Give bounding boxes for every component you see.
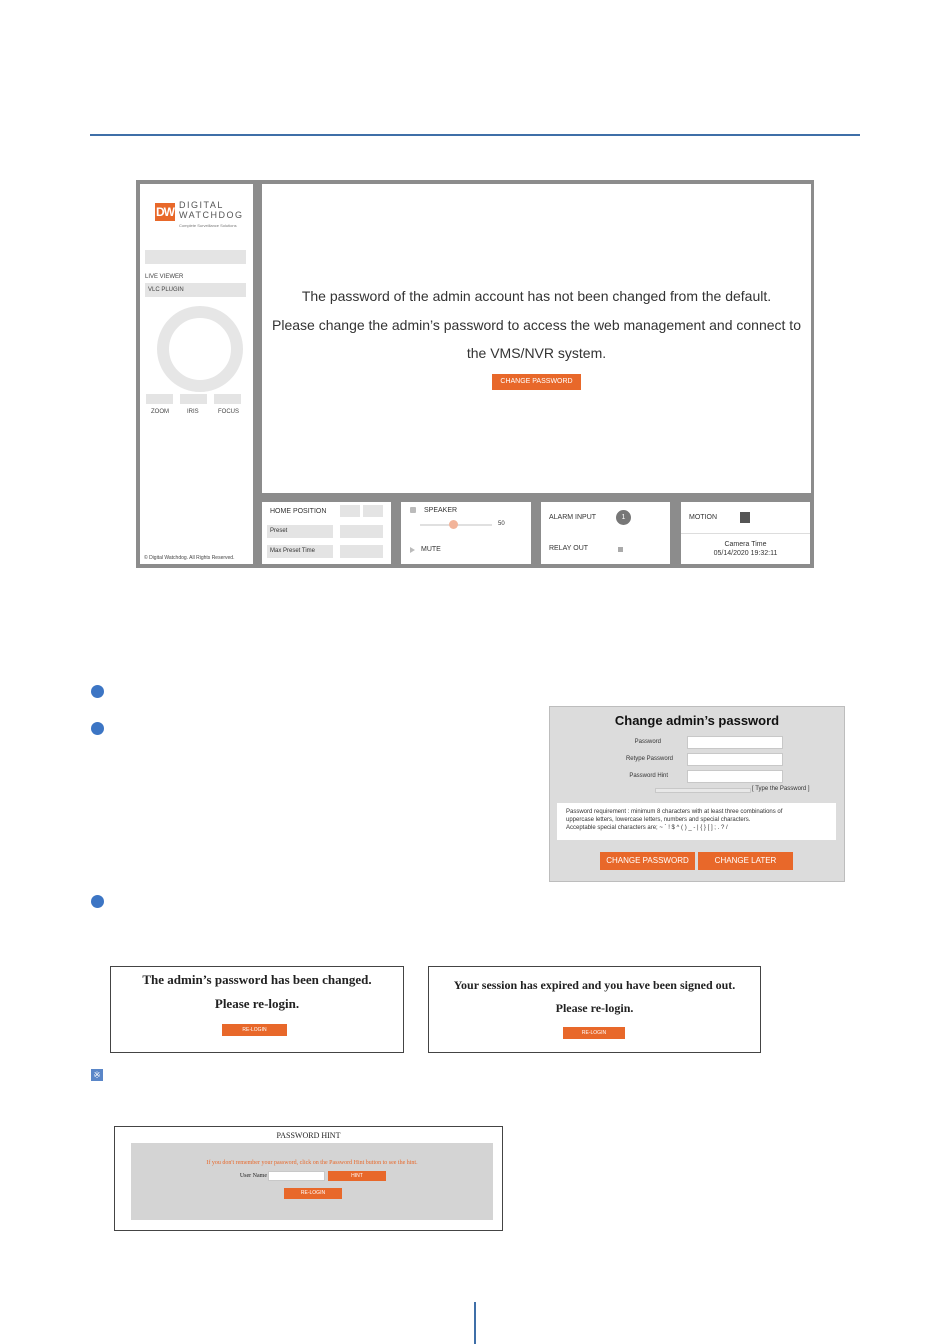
max-preset-time-select[interactable]: Max Preset Time <box>267 545 333 558</box>
alarm-input-indicator[interactable]: 1 <box>616 510 631 525</box>
note-icon: ※ <box>91 1069 103 1081</box>
live-viewer-select[interactable]: VLC PLUGIN <box>145 283 246 297</box>
zoom-label: ZOOM <box>151 409 169 415</box>
sidebar-select[interactable] <box>145 250 246 264</box>
iris-control[interactable] <box>180 394 207 404</box>
home-go-button[interactable] <box>363 505 383 517</box>
footer-rule <box>474 1302 476 1344</box>
zoom-control[interactable] <box>146 394 173 404</box>
preset-buttons[interactable] <box>340 525 383 538</box>
requirement-line3: Acceptable special characters are; ~ ` ! $ ^ ( ) _ - | { } [ ] ; . ? / <box>566 825 728 831</box>
home-position-label: HOME POSITION <box>270 508 327 515</box>
password-hint-input[interactable] <box>687 770 783 783</box>
default-password-message-line2: Please change the admin’s password to access the web management and connect to <box>272 317 801 333</box>
alarm-cell <box>541 502 670 564</box>
password-hint-title: PASSWORD HINT <box>276 1131 341 1140</box>
password-changed-line1: The admin’s password has been changed. <box>142 972 372 987</box>
bullet-1 <box>91 685 104 698</box>
motion-label: MOTION <box>689 514 717 521</box>
default-password-message-line1: The password of the admin account has not been changed from the default. <box>301 288 772 304</box>
change-password-dialog <box>549 706 845 882</box>
relay-out-indicator[interactable] <box>618 547 623 552</box>
dw-logo-text <box>179 200 244 220</box>
relay-out-label: RELAY OUT <box>549 545 589 552</box>
motion-divider <box>681 533 810 534</box>
requirement-line2: uppercase letters, lowercase letters, numbers and special characters. <box>566 817 751 823</box>
session-expired-line2: Please re-login. <box>555 1001 634 1015</box>
user-name-input[interactable] <box>268 1171 325 1181</box>
logo-line1: DIGITAL <box>179 200 224 210</box>
logo-line2: WATCHDOG <box>179 210 244 220</box>
camera-time-label: Camera Time <box>724 541 767 548</box>
default-password-message-line3: the VMS/NVR system. <box>466 345 607 361</box>
password-hint-instruction: If you don't remember your password, click on the Password Hint button to see the hint. <box>206 1160 418 1166</box>
hint-button[interactable]: HINT <box>328 1171 386 1181</box>
volume-value: 50 <box>498 521 505 527</box>
logo-tagline: Complete Surveillance Solutions <box>179 223 237 228</box>
dialog-change-later-button[interactable]: CHANGE LATER <box>698 852 793 870</box>
motion-icon <box>740 512 750 523</box>
requirement-line1: Password requirement : minimum 8 characters with at least three combinations of <box>566 809 783 815</box>
main-panel <box>262 184 811 493</box>
dw-logo-mark: DW <box>156 205 174 219</box>
header-rule <box>90 134 860 136</box>
dialog-title: Change admin’s password <box>614 713 780 728</box>
audio-cell <box>401 502 531 564</box>
password-strength-text: [ Type the Password ] <box>752 786 810 792</box>
password-hint-panel <box>131 1143 493 1220</box>
password-hint-label: Password Hint <box>629 773 668 779</box>
mute-label[interactable]: MUTE <box>421 546 441 553</box>
user-name-label: User Name <box>239 1173 267 1179</box>
retype-password-input[interactable] <box>687 753 783 766</box>
session-expired-relogin-button[interactable]: RE-LOGIN <box>563 1027 625 1039</box>
bullet-2 <box>91 722 104 735</box>
retype-password-label: Retype Password <box>625 756 673 762</box>
speaker-icon <box>410 507 416 513</box>
camera-time-value: 05/14/2020 19:32:11 <box>713 550 778 557</box>
dialog-change-password-button[interactable]: CHANGE PASSWORD <box>600 852 695 870</box>
session-expired-line1: Your session has expired and you have been signed out. <box>453 978 736 992</box>
preset-select[interactable]: Preset <box>267 525 333 538</box>
alarm-input-label: ALARM INPUT <box>549 514 597 521</box>
home-set-button[interactable] <box>340 505 360 517</box>
password-label: Password <box>634 739 661 745</box>
focus-label: FOCUS <box>218 409 239 415</box>
password-requirement-text <box>566 808 828 832</box>
max-preset-time-button[interactable] <box>340 545 383 558</box>
password-changed-relogin-button[interactable]: RE-LOGIN <box>222 1024 287 1036</box>
speaker-label: SPEAKER <box>424 507 458 514</box>
focus-control[interactable] <box>214 394 241 404</box>
copyright: © Digital Watchdog. All Rights Reserved. <box>144 555 235 561</box>
password-input[interactable] <box>687 736 783 749</box>
password-changed-line2: Please re-login. <box>214 996 300 1011</box>
live-viewer-label: LIVE VIEWER <box>145 274 184 280</box>
ptz-joystick[interactable] <box>157 306 243 392</box>
dw-logo <box>155 200 245 230</box>
mute-icon <box>410 547 415 553</box>
volume-slider-handle[interactable] <box>449 520 458 529</box>
iris-label: IRIS <box>187 409 199 415</box>
change-password-button[interactable]: CHANGE PASSWORD <box>492 374 581 390</box>
password-strength-bar <box>655 788 751 793</box>
hint-relogin-button[interactable]: RE-LOGIN <box>284 1188 342 1199</box>
bullet-3 <box>91 895 104 908</box>
